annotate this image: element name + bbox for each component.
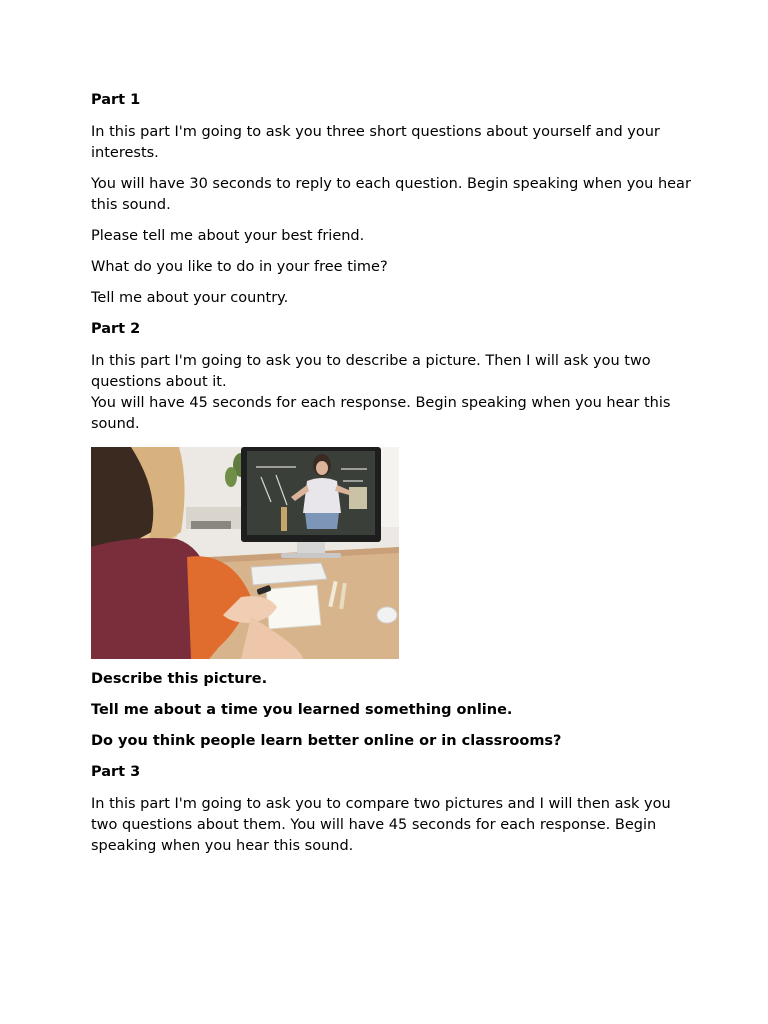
- part2-question-2: Tell me about a time you learned something online.: [91, 702, 513, 718]
- part2-question-3: Do you think people learn better online or in classrooms?: [91, 733, 562, 749]
- part3-intro: In this part I'm going to ask you to compare two pictures and I will then ask you two questions about them. You will have 45 seconds for each response. Begin speaking when you hear this sound.: [91, 796, 671, 854]
- part2-intro: In this part I'm going to ask you to describe a picture. Then I will ask you two questions about it.: [91, 353, 651, 390]
- part1-heading: Part 1: [91, 92, 141, 108]
- document-content: [91, 90, 691, 867]
- part3-heading: Part 3: [91, 764, 141, 780]
- part1-question-2: What do you like to do in your free time?: [91, 259, 388, 275]
- part2-instructions: You will have 45 seconds for each response. Begin speaking when you hear this sound.: [91, 395, 671, 432]
- part1-question-1: Please tell me about your best friend.: [91, 228, 365, 244]
- online-class-photo: [91, 447, 399, 659]
- part1-instructions: You will have 30 seconds to reply to each question. Begin speaking when you hear this sound.: [91, 176, 691, 213]
- part1-intro: In this part I'm going to ask you three short questions about yourself and your interests.: [91, 124, 660, 161]
- part2-heading: Part 2: [91, 321, 141, 337]
- part2-question-1: Describe this picture.: [91, 671, 268, 687]
- part1-question-3: Tell me about your country.: [91, 290, 289, 306]
